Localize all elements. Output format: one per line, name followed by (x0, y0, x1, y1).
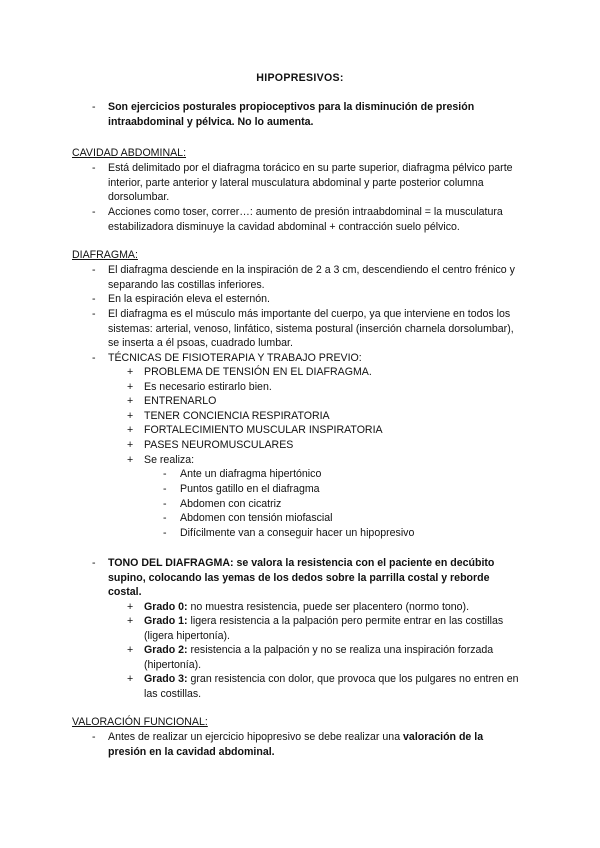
list-item (92, 161, 518, 205)
sub-sub-list-item (163, 497, 520, 512)
grado-label: Grado 3: (144, 673, 188, 685)
item-text: PASES NEUROMUSCULARES (144, 439, 294, 451)
dash-bullet: - (163, 498, 167, 510)
plus-bullet: + (127, 366, 134, 378)
grado-label: Grado 1: (144, 615, 188, 627)
item-text: Es necesario estirarlo bien. (144, 381, 272, 393)
plus-bullet: + (127, 454, 134, 466)
list-item (92, 205, 518, 234)
item-text: Ante un diafragma hipertónico (180, 468, 322, 480)
document-title: HIPOPRESIVOS: (256, 72, 344, 84)
item-text: El diafragma desciende en la inspiración de 2 a 3 cm, descendiendo el centro frénico y separando las costillas inferiores. (108, 264, 515, 291)
grado-text: no muestra resistencia, puede ser placentero (normo tono). (187, 601, 470, 613)
sub-sub-list-item (163, 511, 520, 526)
item-text: El diafragma es el músculo más importante del cuerpo, ya que interviene en todos los sistemas: arterial, venoso, linfático, sistema postural (inserción charnela dorsolumbar), se inserta a él psoas, cuadrado lumbar. (108, 308, 514, 350)
sub-list-item (127, 423, 518, 438)
section-heading-diafragma: DIAFRAGMA: (72, 249, 138, 261)
dash-bullet: - (163, 512, 167, 524)
plus-bullet: + (127, 410, 134, 422)
item-text: Está delimitado por el diafragma torácico en su parte superior, diafragma pélvico parte interior, parte anterior y lateral musculatura abdominal y parte posterior columna dorsolumbar. (108, 162, 513, 204)
grado-item (127, 643, 520, 672)
sub-sub-list-item (163, 467, 520, 482)
sub-list-item (127, 453, 518, 468)
grado-item (127, 600, 520, 615)
grado-label: Grado 0: (144, 601, 188, 613)
intro-text: Son ejercicios posturales propioceptivos para la disminución de presión intraabdominal y pélvica. No lo aumenta. (108, 101, 475, 128)
dash-bullet: - (163, 527, 167, 539)
dash-bullet: - (92, 264, 96, 276)
item-bold-text: valoración de la presión en la cavidad abdominal. (108, 731, 484, 758)
item-text: TÉCNICAS DE FISIOTERAPIA Y TRABAJO PREVIO: (108, 352, 362, 364)
sub-sub-list-item (163, 526, 520, 541)
intro-item (92, 100, 518, 129)
grado-text: resistencia a la palpación y no se realiza una inspiración forzada (hipertonía). (144, 644, 494, 671)
dash-bullet: - (92, 352, 96, 364)
plus-bullet: + (127, 615, 134, 627)
dash-bullet: - (163, 483, 167, 495)
dash-bullet: - (92, 308, 96, 320)
plus-bullet: + (127, 644, 134, 656)
item-text: Difícilmente van a conseguir hacer un hipopresivo (180, 527, 415, 539)
item-text: ENTRENARLO (144, 395, 217, 407)
grado-label: Grado 2: (144, 644, 188, 656)
dash-bullet: - (92, 557, 96, 569)
grado-text: ligera resistencia a la palpación pero permite entrar en las costillas (ligera hipertonía). (144, 615, 504, 642)
plus-bullet: + (127, 395, 134, 407)
list-item (92, 307, 518, 351)
item-text: Puntos gatillo en el diafragma (180, 483, 320, 495)
tono-item (92, 556, 520, 600)
sub-list-item (127, 394, 518, 409)
dash-bullet: - (92, 293, 96, 305)
item-text: En la espiración eleva el esternón. (108, 293, 270, 305)
item-text: Antes de realizar un ejercicio hipopresivo se debe realizar una (108, 731, 404, 743)
item-text: Abdomen con tensión miofascial (180, 512, 333, 524)
list-item (92, 292, 518, 307)
plus-bullet: + (127, 439, 134, 451)
plus-bullet: + (127, 424, 134, 436)
sub-sub-list-item (163, 482, 520, 497)
dash-bullet: - (92, 206, 96, 218)
section-heading-valoracion: VALORACIÓN FUNCIONAL: (72, 716, 208, 728)
dash-bullet: - (92, 731, 96, 743)
list-item (92, 730, 518, 759)
item-text: FORTALECIMIENTO MUSCULAR INSPIRATORIA (144, 424, 383, 436)
item-text: PROBLEMA DE TENSIÓN EN EL DIAFRAGMA. (144, 366, 372, 378)
sub-list-item (127, 438, 518, 453)
sub-list-item (127, 365, 518, 380)
tono-text: TONO DEL DIAFRAGMA: se valora la resistencia con el paciente en decúbito supino, colocando las yemas de los dedos sobre la parrilla costal y reborde costal. (108, 557, 495, 599)
dash-bullet: - (92, 162, 96, 174)
item-text: Se realiza: (144, 454, 195, 466)
plus-bullet: + (127, 673, 134, 685)
list-item (92, 351, 518, 366)
item-text: Acciones como toser, correr…: aumento de presión intraabdominal = la musculatura estabilizadora disminuye la cavidad abdominal + contracción suelo pélvico. (108, 206, 503, 233)
plus-bullet: + (127, 601, 134, 613)
list-item (92, 263, 518, 292)
dash-bullet: - (163, 468, 167, 480)
plus-bullet: + (127, 381, 134, 393)
item-text: Abdomen con cicatriz (180, 498, 282, 510)
dash-bullet: - (92, 101, 96, 113)
item-text: TENER CONCIENCIA RESPIRATORIA (144, 410, 330, 422)
section-heading-cavidad: CAVIDAD ABDOMINAL: (72, 147, 187, 159)
grado-item (127, 672, 520, 701)
grado-text: gran resistencia con dolor, que provoca que los pulgares no entren en las costillas. (144, 673, 519, 700)
grado-item (127, 614, 520, 643)
sub-list-item (127, 380, 518, 395)
sub-list-item (127, 409, 518, 424)
